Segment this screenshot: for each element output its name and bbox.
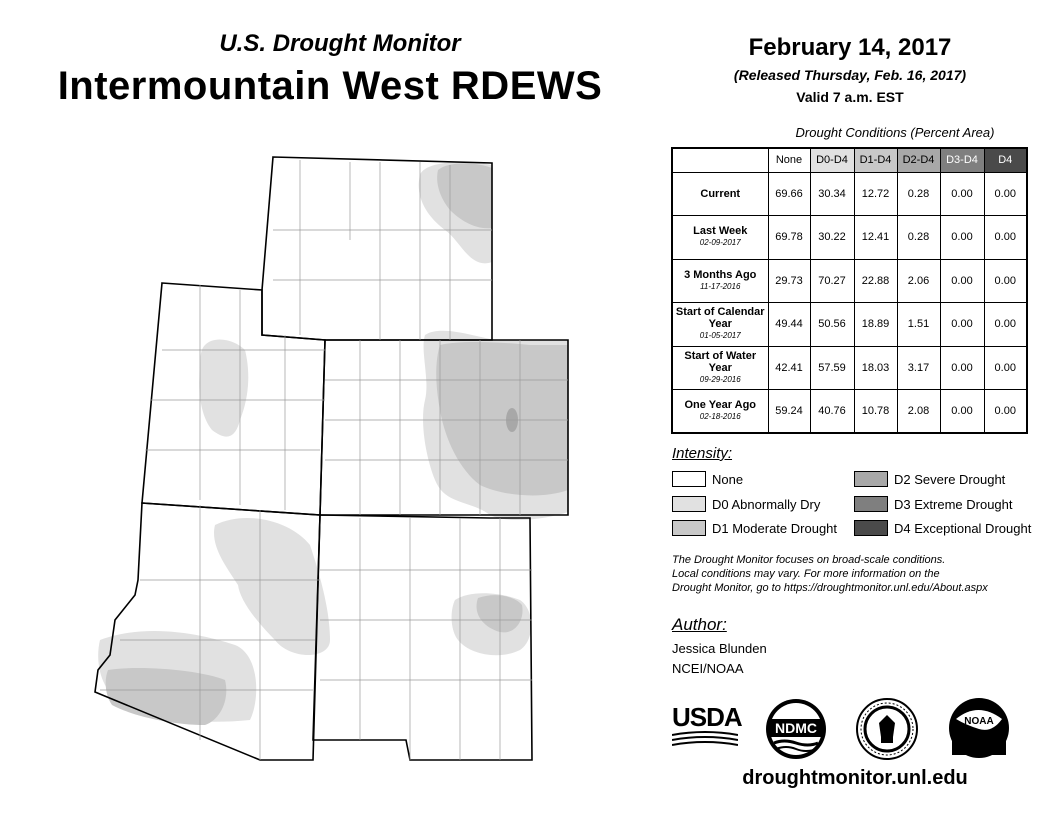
usda-logo <box>672 702 742 749</box>
info-note <box>672 553 1042 595</box>
table-cell: 0.00 <box>984 259 1027 303</box>
table-cell: 0.00 <box>940 259 984 303</box>
legend-title: Intensity: <box>672 445 733 462</box>
table-cell: 22.88 <box>854 259 897 303</box>
table-cell: 0.28 <box>897 172 940 216</box>
table-row <box>672 172 1027 216</box>
note-line: The Drought Monitor focuses on broad-scale conditions. <box>672 554 946 566</box>
row-label <box>672 303 768 347</box>
author-name: Jessica Blunden <box>672 641 767 656</box>
row-date: 09-29-2016 <box>699 374 741 384</box>
row-date: 02-09-2017 <box>699 238 741 248</box>
row-label <box>672 216 768 260</box>
table-header-row <box>672 148 1027 172</box>
valid-time: Valid 7 a.m. EST <box>796 89 904 105</box>
table-cell: 29.73 <box>768 259 810 303</box>
d1-area-south <box>106 668 227 725</box>
legend-label: D3 Extreme Drought <box>894 496 1013 512</box>
legend-item <box>854 520 1031 536</box>
table-cell: 50.56 <box>810 303 854 347</box>
table-cell: 0.00 <box>984 216 1027 260</box>
row-label-text: One Year Ago <box>684 399 757 411</box>
map-title: Intermountain West RDEWS <box>57 64 603 108</box>
row-date: 01-05-2017 <box>699 331 741 341</box>
legend-swatch <box>854 471 888 487</box>
legend-item <box>672 471 743 487</box>
table-cell: 0.00 <box>940 390 984 434</box>
row-label <box>672 390 768 434</box>
drought-map <box>0 140 660 780</box>
table-caption: Drought Conditions (Percent Area) <box>795 125 995 140</box>
table-cell: 12.72 <box>854 172 897 216</box>
note-line: Drought Monitor, go to https://droughtmonitor.unl.edu/About.aspx <box>672 582 988 594</box>
table-cell: 0.00 <box>984 172 1027 216</box>
table-cell: 40.76 <box>810 390 854 434</box>
svg-text:NDMC: NDMC <box>775 720 817 736</box>
table-cell: 30.22 <box>810 216 854 260</box>
table-cell: 57.59 <box>810 346 854 390</box>
legend-label: D0 Abnormally Dry <box>712 496 821 512</box>
website-link[interactable]: droughtmonitor.unl.edu <box>742 767 968 789</box>
legend-item <box>672 496 820 512</box>
table-cell: 0.00 <box>940 303 984 347</box>
table-cell: 0.28 <box>897 216 940 260</box>
table-cell: 2.06 <box>897 259 940 303</box>
legend-label: None <box>712 471 744 487</box>
row-label <box>672 172 768 216</box>
row-label <box>672 259 768 303</box>
table-cell: 0.00 <box>984 303 1027 347</box>
table-row <box>672 216 1027 260</box>
d0-area-arizona <box>214 518 330 655</box>
row-label-text: Start of Calendar Year <box>675 306 765 331</box>
row-label-text: Start of Water Year <box>684 349 757 374</box>
table-row <box>672 259 1027 303</box>
row-label <box>672 346 768 390</box>
usda-logo-swoosh <box>672 731 738 747</box>
table-row <box>672 346 1027 390</box>
table-cell: 1.51 <box>897 303 940 347</box>
table-cell: 59.24 <box>768 390 810 434</box>
table-cell: 42.41 <box>768 346 810 390</box>
row-label-text: Current <box>700 187 741 200</box>
table-cell: 0.00 <box>940 346 984 390</box>
map-date: February 14, 2017 <box>748 34 952 61</box>
legend-label: D4 Exceptional Drought <box>894 520 1032 536</box>
d0-area-utah <box>199 340 248 437</box>
table-row <box>672 303 1027 347</box>
table-row <box>672 390 1027 434</box>
table-cell: 2.08 <box>897 390 940 434</box>
table-cell: 18.89 <box>854 303 897 347</box>
legend-swatch <box>672 496 706 512</box>
legend-swatch <box>672 520 706 536</box>
table-cell: 69.66 <box>768 172 810 216</box>
ndmc-logo <box>764 697 828 761</box>
col-d0-d4: D0-D4 <box>810 148 854 172</box>
doc-seal-logo <box>855 697 919 761</box>
table-cell: 3.17 <box>897 346 940 390</box>
table-cell: 10.78 <box>854 390 897 434</box>
col-d1-d4: D1-D4 <box>854 148 897 172</box>
map-subtitle: U.S. Drought Monitor <box>219 30 461 57</box>
legend-item <box>672 520 837 536</box>
table-cell: 69.78 <box>768 216 810 260</box>
legend-swatch <box>854 496 888 512</box>
table-cell: 49.44 <box>768 303 810 347</box>
row-label-text: Last Week <box>693 225 748 238</box>
drought-areas <box>98 162 568 725</box>
author-heading: Author: <box>672 615 727 634</box>
note-line: Local conditions may vary. For more information on the <box>672 568 940 580</box>
row-label-text: 3 Months Ago <box>684 268 757 281</box>
legend-swatch <box>854 520 888 536</box>
col-d3-d4: D3-D4 <box>940 148 984 172</box>
table-cell: 70.27 <box>810 259 854 303</box>
legend-label: D1 Moderate Drought <box>712 520 838 536</box>
table-cell: 30.34 <box>810 172 854 216</box>
header-blank <box>672 148 768 172</box>
col-d2-d4: D2-D4 <box>897 148 940 172</box>
svg-text:NOAA: NOAA <box>964 716 994 727</box>
row-date: 02-18-2016 <box>699 412 741 421</box>
legend-swatch <box>672 471 706 487</box>
legend-label: D2 Severe Drought <box>894 471 1006 487</box>
usda-logo-text: USDA <box>672 702 742 732</box>
release-date: (Released Thursday, Feb. 16, 2017) <box>733 67 967 83</box>
legend-item <box>854 471 1005 487</box>
table-cell: 0.00 <box>984 346 1027 390</box>
col-d4: D4 <box>984 148 1027 172</box>
table-cell: 0.00 <box>984 390 1027 434</box>
author-org: NCEI/NOAA <box>672 661 744 676</box>
legend-item <box>854 496 1013 512</box>
row-date: 11-17-2016 <box>700 281 741 291</box>
table-cell: 0.00 <box>940 172 984 216</box>
drought-conditions-table <box>671 147 1028 434</box>
noaa-logo <box>948 697 1010 759</box>
col-none: None <box>768 148 810 172</box>
table-cell: 12.41 <box>854 216 897 260</box>
table-cell: 18.03 <box>854 346 897 390</box>
table-cell: 0.00 <box>940 216 984 260</box>
